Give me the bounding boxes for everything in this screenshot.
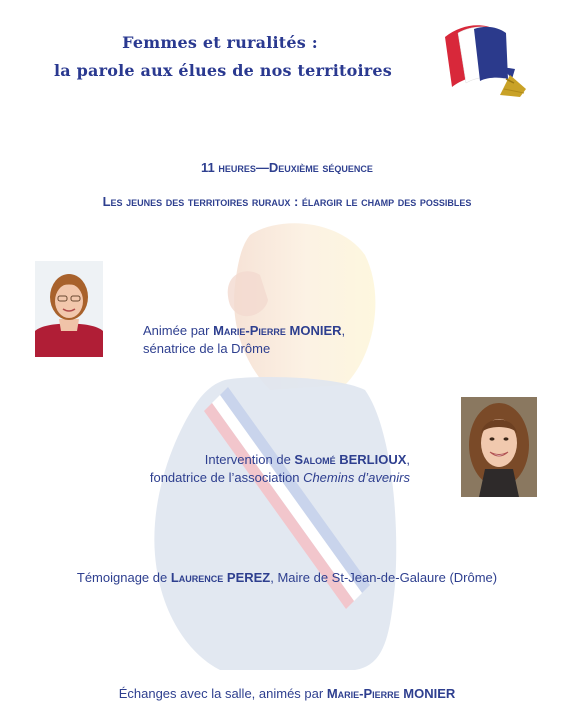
moderator-name: Marie-Pierre MONIER: [213, 323, 342, 338]
session-time: 11 heures—Deuxième séquence: [201, 160, 373, 175]
association-name: Chemins d’avenirs: [303, 470, 410, 485]
speaker-name: Salomé BERLIOUX: [294, 452, 407, 467]
speaker-role-prefix: fondatrice de l’association: [149, 470, 304, 485]
session-theme: Les jeunes des territoires ruraux : élargir le champ des possibles: [102, 194, 472, 209]
testimony-suffix: , Maire de St-Jean-de-Galaure (Drôme): [270, 570, 498, 585]
silhouette-body: [154, 377, 396, 670]
closing-prefix: Échanges avec la salle, animés par: [118, 686, 327, 701]
title-line-1: Femmes et ruralités :: [122, 33, 318, 52]
closing-name: Marie-Pierre MONIER: [326, 686, 456, 701]
title-line-2: la parole aux élues de nos territoires: [54, 61, 392, 80]
testimony-text: [0, 569, 574, 587]
moderator-prefix: Animée par: [143, 323, 214, 338]
testimony-prefix: Témoignage de: [76, 570, 171, 585]
speaker-photo: [461, 397, 537, 497]
moderator-photo: [35, 261, 103, 357]
speaker-suffix: ,: [406, 452, 410, 467]
speaker-prefix: Intervention de: [204, 452, 295, 467]
tricolor-sash-icon: [440, 17, 532, 99]
background-silhouette-illustration: [150, 215, 410, 675]
moderator-role: sénatrice de la Drôme: [143, 341, 271, 356]
speaker-text: [0, 451, 410, 487]
moderator-suffix: ,: [341, 323, 346, 338]
moderator-text: [143, 322, 345, 358]
closing-text: [0, 685, 574, 703]
testimony-name: Laurence PEREZ: [170, 570, 271, 585]
